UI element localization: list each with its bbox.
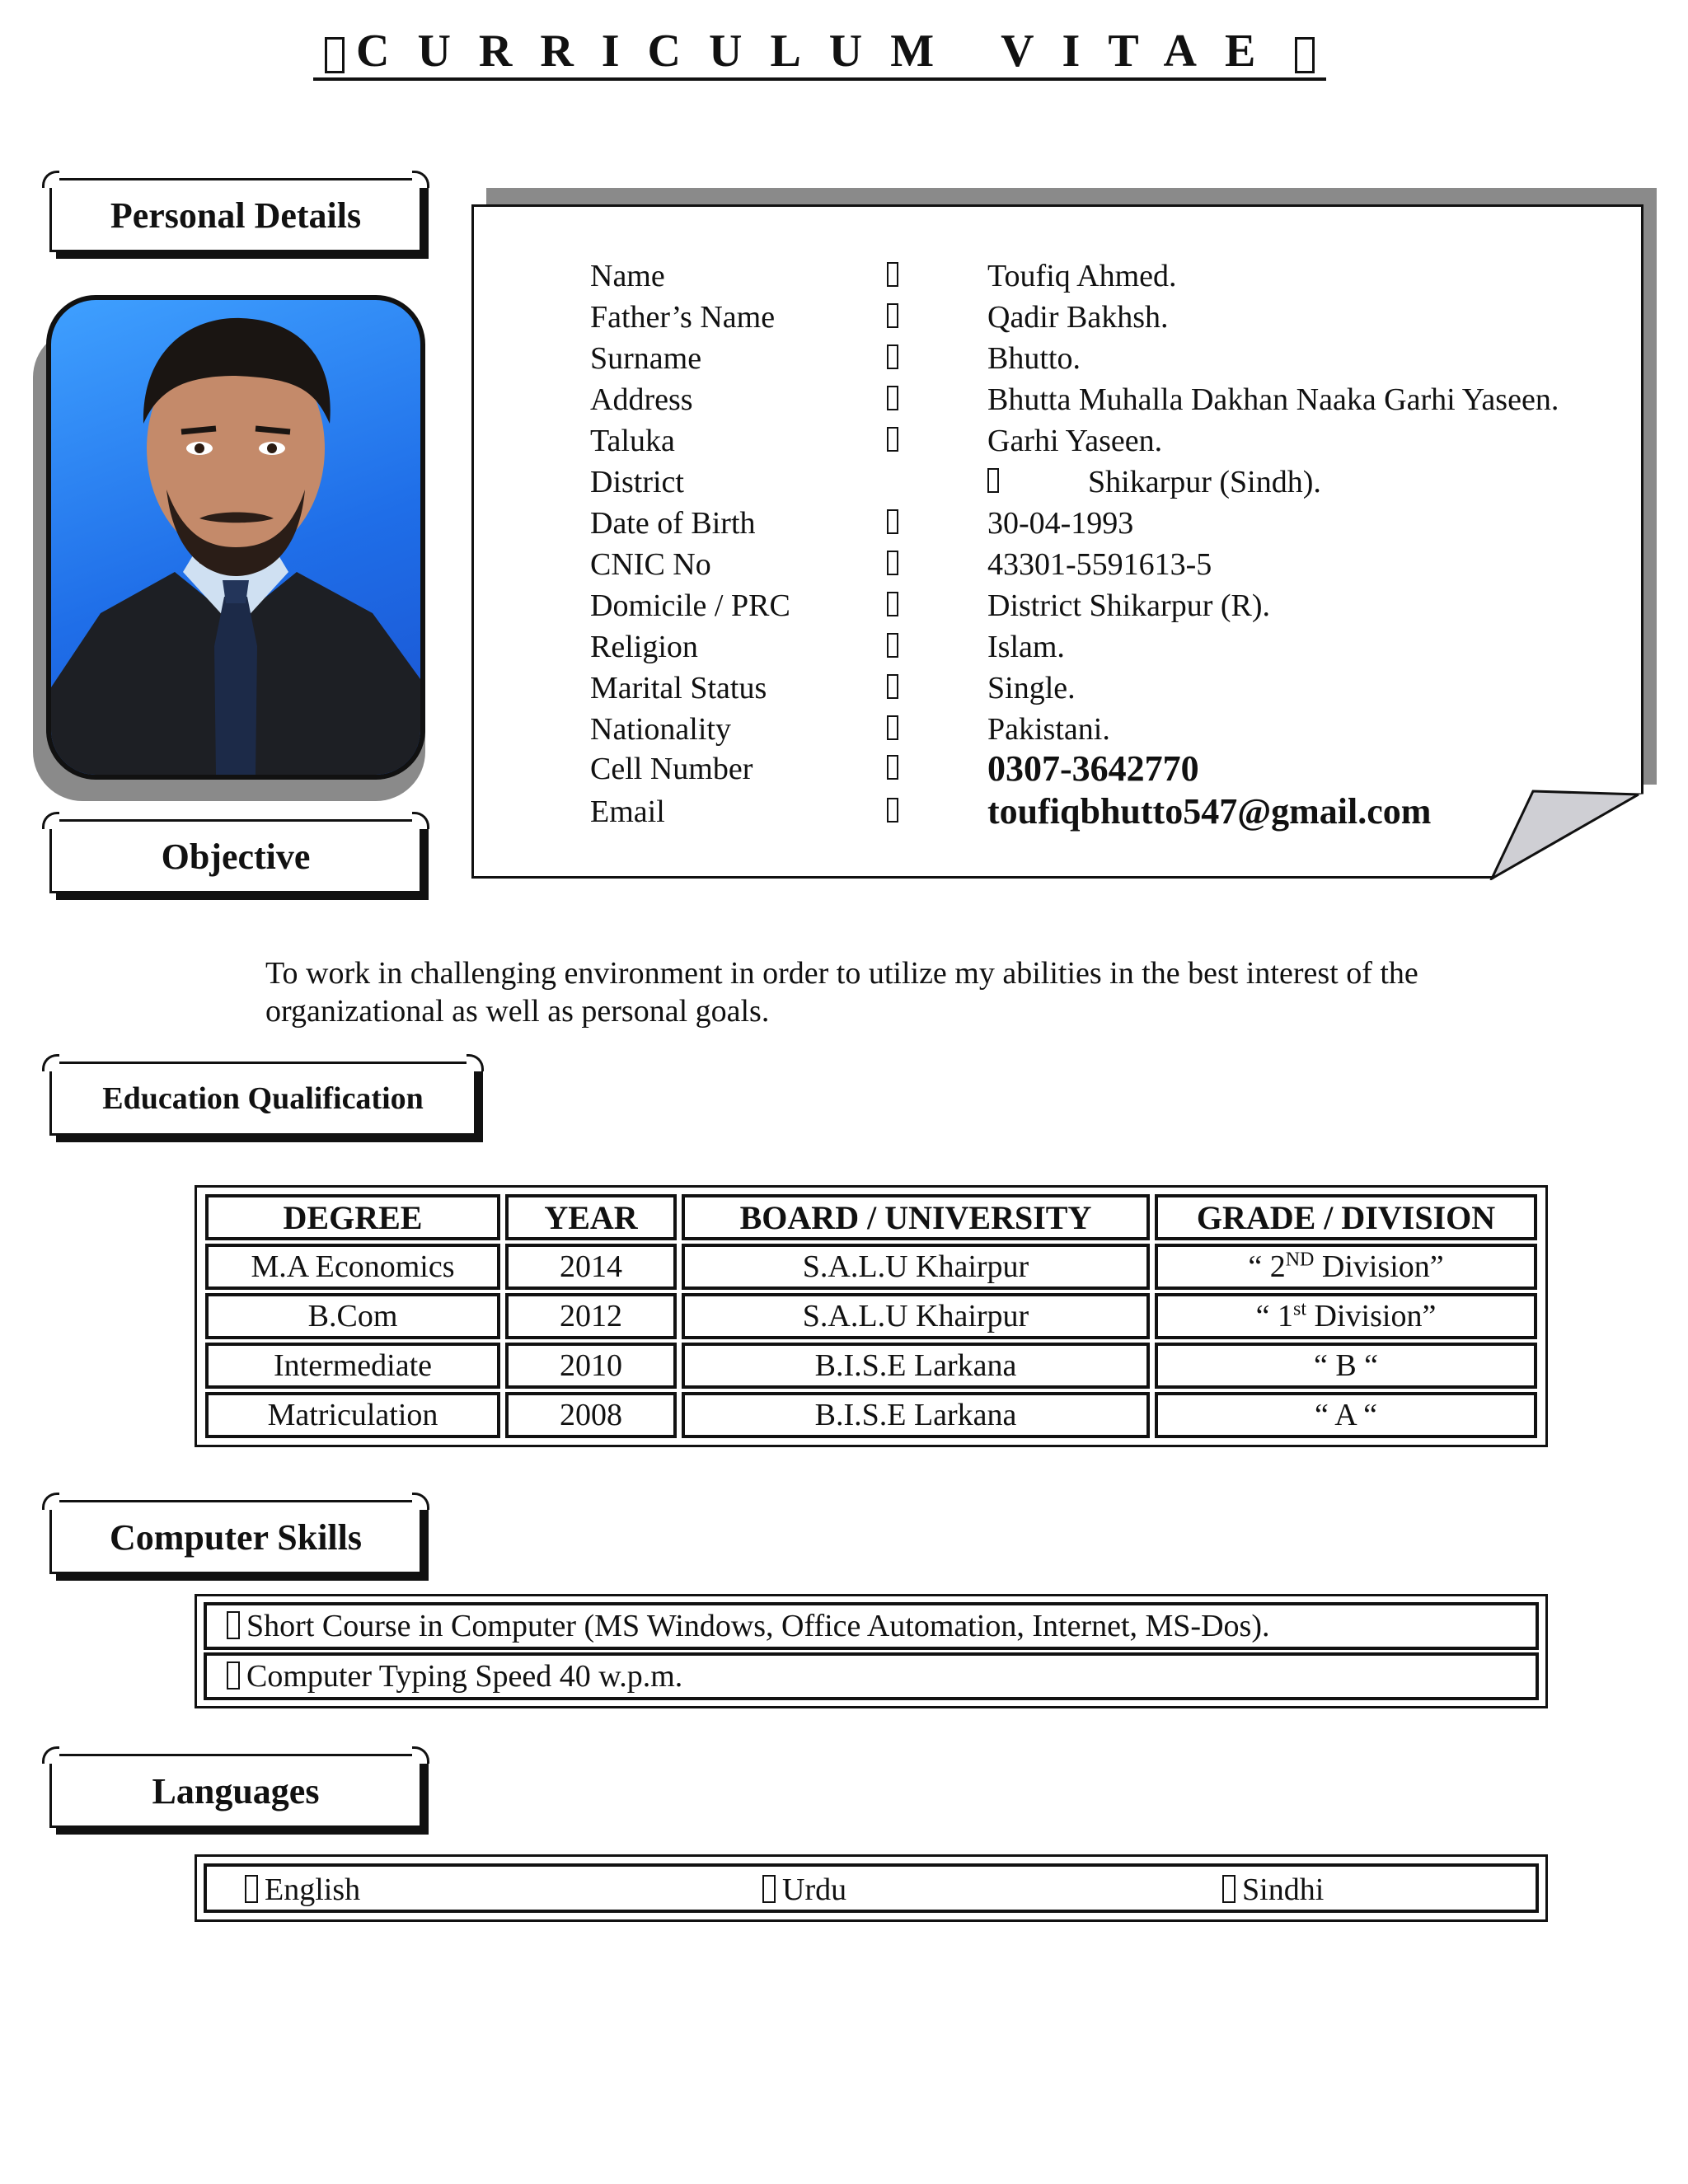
section-heading-personal-details xyxy=(49,178,422,252)
cell-board: S.A.L.U Khairpur xyxy=(682,1244,1150,1290)
detail-value: Islam. xyxy=(987,630,1065,664)
separator-icon xyxy=(887,262,898,287)
detail-label: Marital Status xyxy=(590,671,767,705)
bullet-icon xyxy=(762,1875,776,1903)
detail-value: 0307-3642770 xyxy=(987,748,1199,789)
cell-grade xyxy=(1155,1244,1537,1290)
section-heading-label: Objective xyxy=(161,836,311,877)
detail-label: Email xyxy=(590,794,665,829)
detail-value: Pakistani. xyxy=(987,712,1110,747)
section-heading-label: Personal Details xyxy=(110,194,362,236)
grade-text: “ 2 xyxy=(1248,1249,1286,1284)
detail-label: District xyxy=(590,465,684,499)
grade-suffix: Division” xyxy=(1306,1299,1437,1333)
separator-icon xyxy=(887,674,898,699)
missing-glyph-icon xyxy=(1295,37,1315,73)
section-heading-languages xyxy=(49,1754,422,1828)
cell-degree: Matriculation xyxy=(205,1392,500,1438)
education-table xyxy=(195,1185,1548,1447)
cell-year: 2012 xyxy=(505,1293,677,1339)
detail-label: Name xyxy=(590,259,665,293)
cell-degree: Intermediate xyxy=(205,1343,500,1389)
separator-icon xyxy=(887,592,898,616)
cell-grade xyxy=(1155,1293,1537,1339)
document-title xyxy=(313,25,1385,82)
separator-icon xyxy=(887,798,898,823)
separator-icon xyxy=(987,468,999,493)
cell-year: 2014 xyxy=(505,1244,677,1290)
section-heading-education xyxy=(49,1062,476,1136)
profile-photo xyxy=(33,295,425,801)
detail-value: toufiqbhutto547@gmail.com xyxy=(987,791,1432,832)
grade-text: “ A “ xyxy=(1315,1398,1377,1432)
separator-icon xyxy=(887,427,898,452)
language-item xyxy=(762,1872,846,1908)
section-heading-computer-skills xyxy=(49,1500,422,1574)
list-item xyxy=(204,1602,1539,1650)
languages-list xyxy=(195,1854,1548,1922)
cell-board: B.I.S.E Larkana xyxy=(682,1343,1150,1389)
separator-icon xyxy=(887,386,898,410)
bullet-icon xyxy=(1222,1875,1236,1903)
detail-label: Taluka xyxy=(590,424,675,458)
language-text: Urdu xyxy=(782,1872,847,1907)
detail-label: Father’s Name xyxy=(590,300,776,335)
cell-degree: B.Com xyxy=(205,1293,500,1339)
detail-value: Shikarpur (Sindh). xyxy=(1088,465,1321,499)
table-row xyxy=(205,1244,1537,1290)
objective-text: To work in challenging environment in order to utilize my abilities in the best interest of the organizational as well as personal goals. xyxy=(265,956,1418,1029)
separator-icon xyxy=(887,344,898,369)
bullet-icon xyxy=(227,1661,240,1690)
separator-icon xyxy=(887,551,898,575)
detail-value: Qadir Bakhsh. xyxy=(987,300,1169,335)
skill-text: Short Course in Computer (MS Windows, Office Automation, Internet, MS-Dos). xyxy=(246,1609,1270,1643)
cell-grade xyxy=(1155,1392,1537,1438)
grade-suffix: Division” xyxy=(1314,1249,1444,1284)
column-header-board: BOARD / UNIVERSITY xyxy=(682,1194,1150,1240)
skill-text: Computer Typing Speed 40 w.p.m. xyxy=(246,1659,683,1694)
grade-text: “ 1 xyxy=(1255,1299,1294,1333)
language-text: Sindhi xyxy=(1242,1872,1325,1907)
language-item xyxy=(245,1872,360,1908)
computer-skills-list xyxy=(195,1594,1548,1708)
detail-value: Bhutto. xyxy=(987,341,1081,376)
separator-icon xyxy=(887,633,898,658)
bullet-icon xyxy=(227,1611,240,1639)
column-header-degree: DEGREE xyxy=(205,1194,500,1240)
detail-value: District Shikarpur (R). xyxy=(987,588,1271,623)
section-heading-label: Education Qualification xyxy=(102,1081,424,1116)
table-row xyxy=(205,1392,1537,1438)
detail-label: Domicile / PRC xyxy=(590,588,790,623)
cell-board: B.I.S.E Larkana xyxy=(682,1392,1150,1438)
detail-value: 43301-5591613-5 xyxy=(987,547,1212,582)
table-header-row xyxy=(205,1194,1537,1240)
section-heading-label: Languages xyxy=(152,1770,320,1811)
person-silhouette-icon xyxy=(51,300,420,775)
separator-icon xyxy=(887,509,898,534)
grade-superscript: st xyxy=(1293,1298,1307,1320)
grade-superscript: ND xyxy=(1285,1249,1315,1271)
detail-label: Surname xyxy=(590,341,702,376)
title-text: CURRICULUM VITAE xyxy=(356,26,1284,77)
grade-text: “ B “ xyxy=(1313,1348,1379,1383)
table-row xyxy=(205,1343,1537,1389)
detail-value: 30-04-1993 xyxy=(987,506,1134,541)
separator-icon xyxy=(887,755,898,780)
list-item xyxy=(204,1652,1539,1700)
column-header-year: YEAR xyxy=(505,1194,677,1240)
avatar xyxy=(46,295,425,780)
detail-label: Religion xyxy=(590,630,698,664)
cell-grade xyxy=(1155,1343,1537,1389)
column-header-grade: GRADE / DIVISION xyxy=(1155,1194,1537,1240)
separator-icon xyxy=(887,303,898,328)
section-heading-objective xyxy=(49,819,422,893)
detail-value: Single. xyxy=(987,671,1076,705)
section-heading-label: Computer Skills xyxy=(109,1516,363,1558)
separator-icon xyxy=(887,715,898,740)
detail-value: Garhi Yaseen. xyxy=(987,424,1163,458)
detail-value: Toufiq Ahmed. xyxy=(987,259,1177,293)
page-curl-icon xyxy=(1484,790,1673,880)
language-item xyxy=(1222,1872,1324,1908)
language-text: English xyxy=(265,1872,361,1907)
bullet-icon xyxy=(245,1875,258,1903)
cell-year: 2008 xyxy=(505,1392,677,1438)
missing-glyph-icon xyxy=(325,37,345,73)
detail-label: Nationality xyxy=(590,712,731,747)
cell-board: S.A.L.U Khairpur xyxy=(682,1293,1150,1339)
detail-label: Cell Number xyxy=(590,752,753,786)
cell-degree: M.A Economics xyxy=(205,1244,500,1290)
detail-label: CNIC No xyxy=(590,547,711,582)
detail-label: Date of Birth xyxy=(590,506,756,541)
table-row xyxy=(205,1293,1537,1339)
detail-label: Address xyxy=(590,382,693,417)
cell-year: 2010 xyxy=(505,1343,677,1389)
detail-value: Bhutta Muhalla Dakhan Naaka Garhi Yaseen. xyxy=(987,382,1559,417)
